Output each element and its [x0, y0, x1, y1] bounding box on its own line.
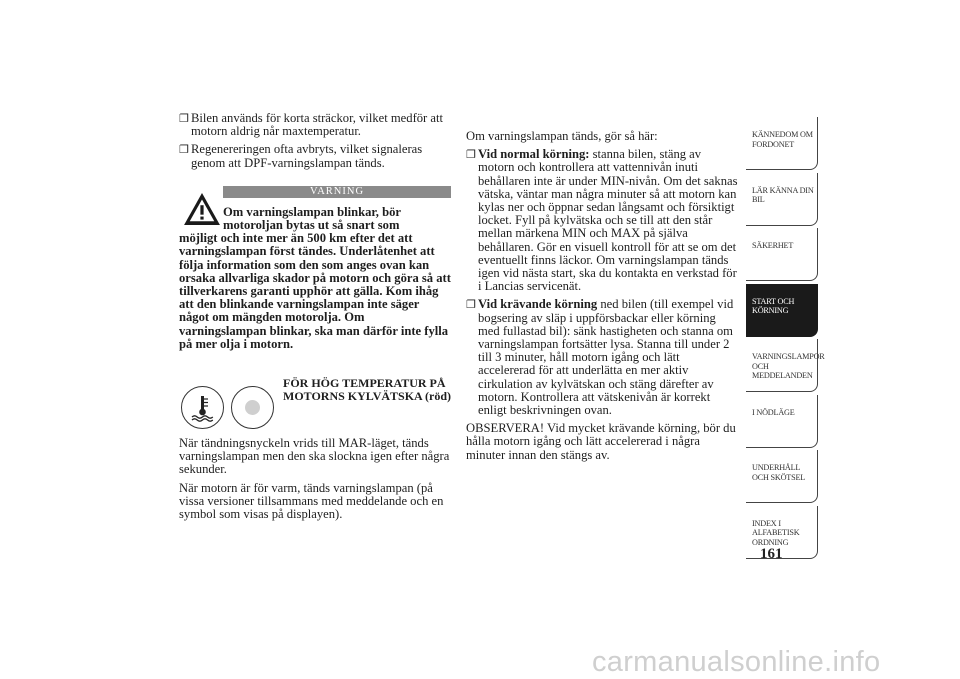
- list-item: ❐ Vid krävande körning ned bilen (till exempel vid bogsering av släp i uppförsbackar eller körning med fullastad bil): sänk hastigheten och stanna om varningslampan fortsätter lysa. Stanna till under 2 till 3 minuter, håll motorn igång och lätt accelererad för att underlätta en mer aktiv cirkulation av kylvätskan och stäng därefter av motorn. Kontrollera att vätskenivån är korrekt enligt beskrivningen ovan.: [466, 297, 734, 418]
- section-tabs: [746, 117, 825, 561]
- left-column: [179, 112, 451, 526]
- paragraph: När motorn är för varm, tänds varningslampan (på vissa versioner tillsammans med meddelande och en symbol som visas på displayen).: [179, 480, 444, 522]
- section-title: FÖR HÖG TEMPERATUR PÅ MOTORNS KYLVÄTSKA (röd): [283, 376, 452, 403]
- list-item: ❐ Bilen används för korta sträckor, vilket medför att motorn aldrig når maxtemperatur.: [179, 111, 443, 139]
- paragraph: Om varningslampan tänds, gör så här:: [466, 129, 658, 143]
- watermark: carmanualsonline.info: [592, 646, 881, 678]
- tab-underhall[interactable]: UNDERHÅLL OCH SKÖTSEL: [746, 450, 818, 503]
- indicator-lamp-icon: [231, 386, 274, 429]
- checkbox-bullet-icon: ❐: [179, 144, 189, 157]
- tab-sakerhet[interactable]: SÄKERHET: [746, 228, 818, 281]
- tab-start-och-korning[interactable]: START OCH KÖRNING: [746, 284, 818, 337]
- tab-lar-kanna[interactable]: LÄR KÄNNA DIN BIL: [746, 173, 818, 226]
- temperature-section: [179, 377, 451, 437]
- tab-i-nodlage[interactable]: I NÖDLÄGE: [746, 395, 818, 448]
- tab-index[interactable]: INDEX I ALFABETISK ORDNING: [746, 506, 818, 559]
- paragraph: När tändningsnyckeln vrids till MAR-läget, tänds varningslampan men den ska slockna igen efter några sekunder.: [179, 436, 450, 477]
- warning-box: [179, 186, 451, 351]
- warning-heading: VARNING: [223, 186, 451, 198]
- list-item: ❐ Vid normal körning: stanna bilen, stäng av motorn och kontrollera att vattennivån inuti behållaren inte är under MIN-nivån. Om det saknas vätska, väntar man några minuter så att motorn kan kylas ner och öppnar sedan långsamt och försiktigt locket. Fyll på kylvätska och se till att den står mellan märkena MIN och MAX på själva behållaren. Gör en visuell kontroll för att se om det eventuellt finns läckor. Om varningslampan tänds igen vid nästa start, ska du kontakta en verkstad för i Lancias servicenät.: [466, 147, 738, 294]
- right-column: [466, 130, 738, 467]
- checkbox-bullet-icon: ❐: [466, 299, 476, 312]
- coolant-temperature-icon: [181, 386, 224, 429]
- checkbox-bullet-icon: ❐: [466, 149, 476, 162]
- list-item: ❐ Regenereringen ofta avbryts, vilket signaleras genom att DPF-varningslampan tänds.: [179, 142, 423, 170]
- tab-kannedom[interactable]: KÄNNEDOM OM FORDONET: [746, 117, 818, 170]
- warning-text: Om varningslampan blinkar, bör motoroljan bytas ut så snart som möjligt och inte mer än 500 km efter det att varningslampan först tändes. Underlåtenhet att följa information som den som anges ovan kan orsaka allvarliga skador på motorn och göra så att tillverkarens garanti upphör att gälla. Kom ihåg att den blinkande varningslampan inte säger något om mängden motorolja. Om varningslampan blinkar, ska man därför inte fylla på mer olja i motorn.: [179, 204, 451, 351]
- warning-triangle-icon: [183, 192, 221, 226]
- page-number: 161: [760, 546, 783, 562]
- note-paragraph: OBSERVERA! Vid mycket krävande körning, bör du hålla motorn igång och lätt accelererad i några minuter innan den stängs av.: [466, 421, 736, 462]
- tab-varningslampor[interactable]: VARNINGSLAMPOR OCH MEDDELANDEN: [746, 339, 818, 392]
- checkbox-bullet-icon: ❐: [179, 113, 189, 125]
